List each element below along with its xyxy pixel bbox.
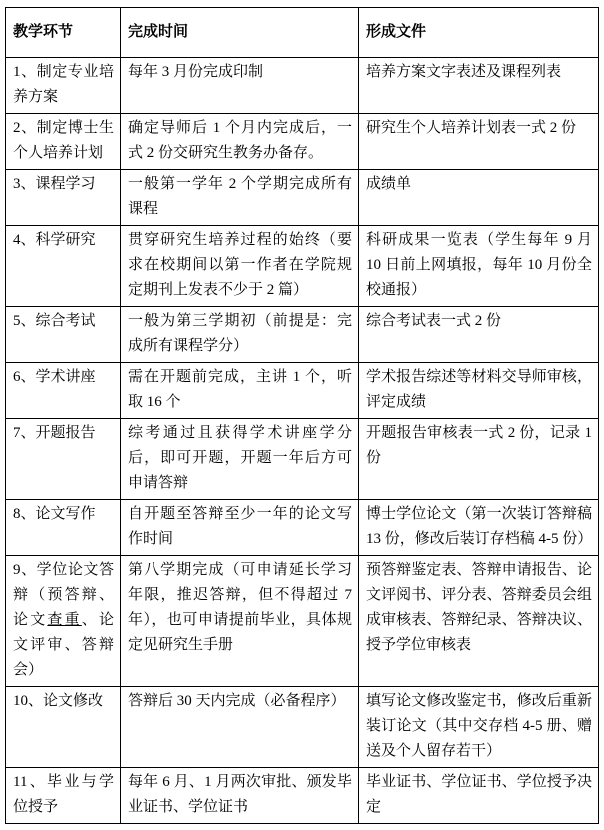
table-row: [6, 363, 599, 419]
column-header-docs: 形成文件: [359, 8, 599, 58]
cell-time: 答辩后 30 天内完成（必备程序）: [121, 687, 359, 768]
cell-stage: 3、课程学习: [6, 170, 121, 226]
cell-stage: 11、毕业与学位授予: [6, 768, 121, 824]
cell-time: 需在开题前完成，主讲 1 个，听取 16 个: [121, 363, 359, 419]
table-row: [6, 556, 599, 687]
cell-stage: 7、开题报告: [6, 419, 121, 500]
cell-docs: 成绩单: [359, 170, 599, 226]
cell-docs: 培养方案文字表述及课程列表: [359, 58, 599, 114]
table-row: [6, 500, 599, 556]
cell-time: 自开题至答辩至少一年的论文写作时间: [121, 500, 359, 556]
table-row: [6, 768, 599, 824]
cell-stage: 1、制定专业培养方案: [6, 58, 121, 114]
cell-time: 一般第一学年 2 个学期完成所有课程: [121, 170, 359, 226]
cell-stage: 5、综合考试: [6, 307, 121, 363]
cell-time: 每年 6 月、1 月两次审批、颁发毕业证书、学位证书: [121, 768, 359, 824]
cell-time: 综考通过且获得学术讲座学分后，即可开题，开题一年后方可申请答辩: [121, 419, 359, 500]
table-row: [6, 170, 599, 226]
training-process-table: [5, 7, 599, 824]
cell-docs: 科研成果一览表（学生每年 9 月 10 日前上网填报，每年 10 月份全校通报）: [359, 226, 599, 307]
cell-time: 每年 3 月份完成印制: [121, 58, 359, 114]
column-header-time: 完成时间: [121, 8, 359, 58]
cell-stage: 4、科学研究: [6, 226, 121, 307]
cell-docs: 开题报告审核表一式 2 份，记录 1 份: [359, 419, 599, 500]
column-header-stage: 教学环节: [6, 8, 121, 58]
cell-docs: 预答辩鉴定表、答辩申请报告、论文评阅书、评分表、答辩委员会组成审核表、答辩纪录、答辩决议、授予学位审核表: [359, 556, 599, 687]
underlined-text: 查重: [47, 612, 82, 628]
cell-stage: 8、论文写作: [6, 500, 121, 556]
table-row: [6, 114, 599, 170]
cell-time: 第八学期完成（可申请延长学习年限，推迟答辩，但不得超过 7 年），也可申请提前毕业，具体规定见研究生手册: [121, 556, 359, 687]
table-row: [6, 226, 599, 307]
cell-docs: 研究生个人培养计划表一式 2 份: [359, 114, 599, 170]
cell-time: 确定导师后 1 个月内完成后，一式 2 份交研究生教务办备存。: [121, 114, 359, 170]
table-row: [6, 307, 599, 363]
table-row: [6, 687, 599, 768]
table-header-row: [6, 8, 599, 58]
table-row: [6, 58, 599, 114]
cell-docs: 博士学位论文（第一次装订答辩稿 13 份，修改后装订存档稿 4-5 份）: [359, 500, 599, 556]
cell-docs: 学术报告综述等材料交导师审核，评定成绩: [359, 363, 599, 419]
cell-stage: 10、论文修改: [6, 687, 121, 768]
cell-docs: 填写论文修改鉴定书，修改后重新装订论文（其中交存档 4-5 册、赠送及个人留存若干）: [359, 687, 599, 768]
cell-stage: 2、制定博士生个人培养计划: [6, 114, 121, 170]
cell-docs: 综合考试表一式 2 份: [359, 307, 599, 363]
cell-time: 贯穿研究生培养过程的始终（要求在校期间以第一作者在学院规定期刊上发表不少于 2 篇）: [121, 226, 359, 307]
cell-stage: 6、学术讲座: [6, 363, 121, 419]
table-row: [6, 419, 599, 500]
cell-stage: 9、学位论文答辩（预答辩、论文查重、论文评审、答辩会）: [6, 556, 121, 687]
cell-time: 一般为第三学期初（前提是：完成所有课程学分）: [121, 307, 359, 363]
table-body: [6, 58, 599, 824]
cell-docs: 毕业证书、学位证书、学位授予决定: [359, 768, 599, 824]
